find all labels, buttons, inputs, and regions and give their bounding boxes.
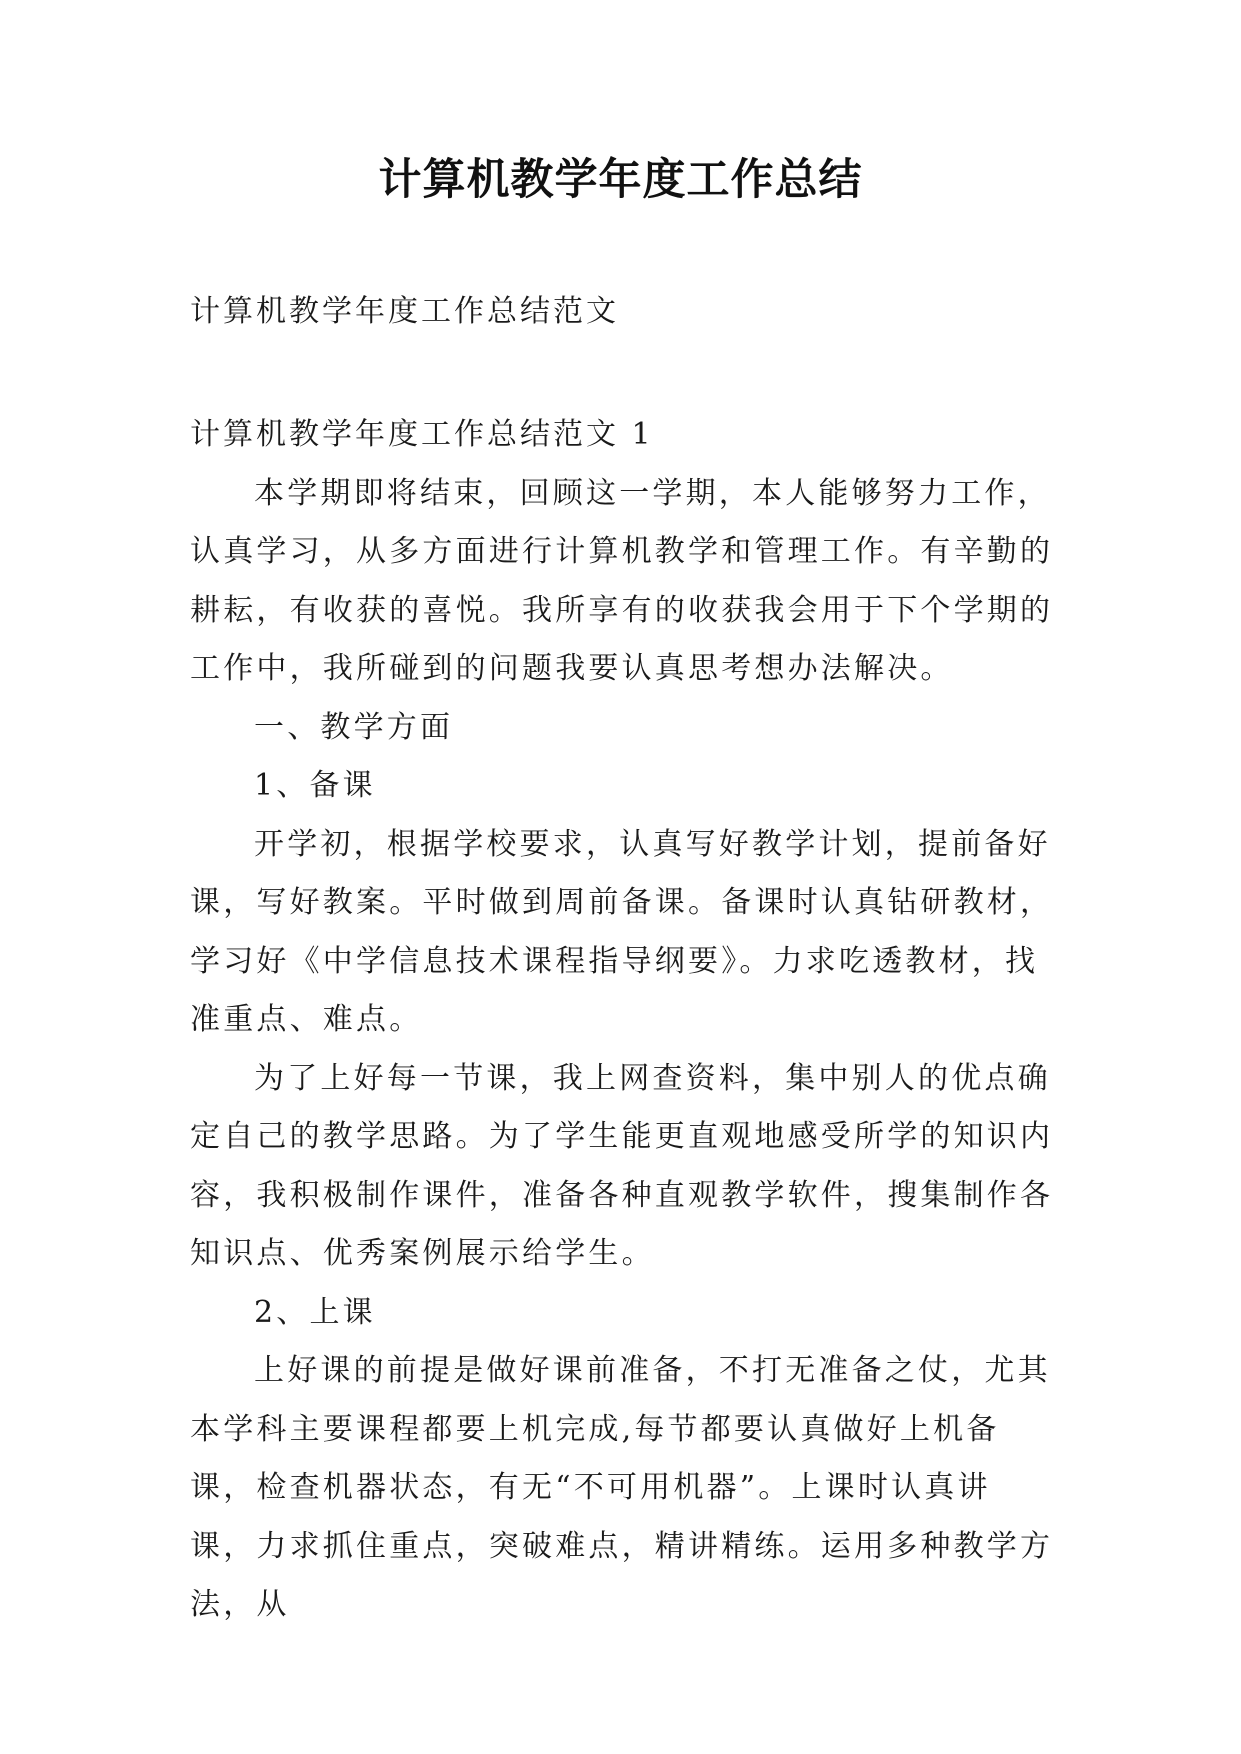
paragraph-class: 上好课的前提是做好课前准备，不打无准备之仗，尤其本学科主要课程都要上机完成,每节都要认真做好上机备课，检查机器状态，有无“不可用机器”。上课时认真讲课，力求抓住重点，突破难点，精讲精练。运用多种教学方法，从 (190, 1353, 1054, 1622)
document-title: 计算机教学年度工作总结 (378, 155, 863, 205)
paragraph-intro: 本学期即将结束，回顾这一学期，本人能够努力工作，认真学习，从多方面进行计算机教学和管理工作。有辛勤的耕耘，有收获的喜悦。我所享有的收获我会用于下个学期的工作中，我所碰到的问题我要认真思考想办法解决。 (190, 475, 1054, 686)
paragraph-materials: 为了上好每一节课，我上网查资料，集中别人的优点确定自己的教学思路。为了学生能更直观地感受所学的知识内容，我积极制作课件，准备各种直观教学软件，搜集制作各知识点、优秀案例展示给学生。 (190, 1060, 1054, 1271)
paragraph-lesson-prep: 开学初，根据学校要求，认真写好教学计划，提前备好课，写好教案。平时做到周前备课。备课时认真钻研教材，学习好《中学信息技术课程指导纲要》。力求吃透教材，找准重点、难点。 (190, 826, 1054, 1037)
document-body (190, 406, 1054, 1635)
heading-lesson-prep: 1、备课 (254, 768, 376, 803)
section-title: 计算机教学年度工作总结范文 1 (190, 417, 654, 452)
document-subtitle: 计算机教学年度工作总结范文 (190, 294, 619, 329)
heading-teaching: 一、教学方面 (254, 709, 454, 745)
heading-class: 2、上课 (254, 1294, 376, 1330)
